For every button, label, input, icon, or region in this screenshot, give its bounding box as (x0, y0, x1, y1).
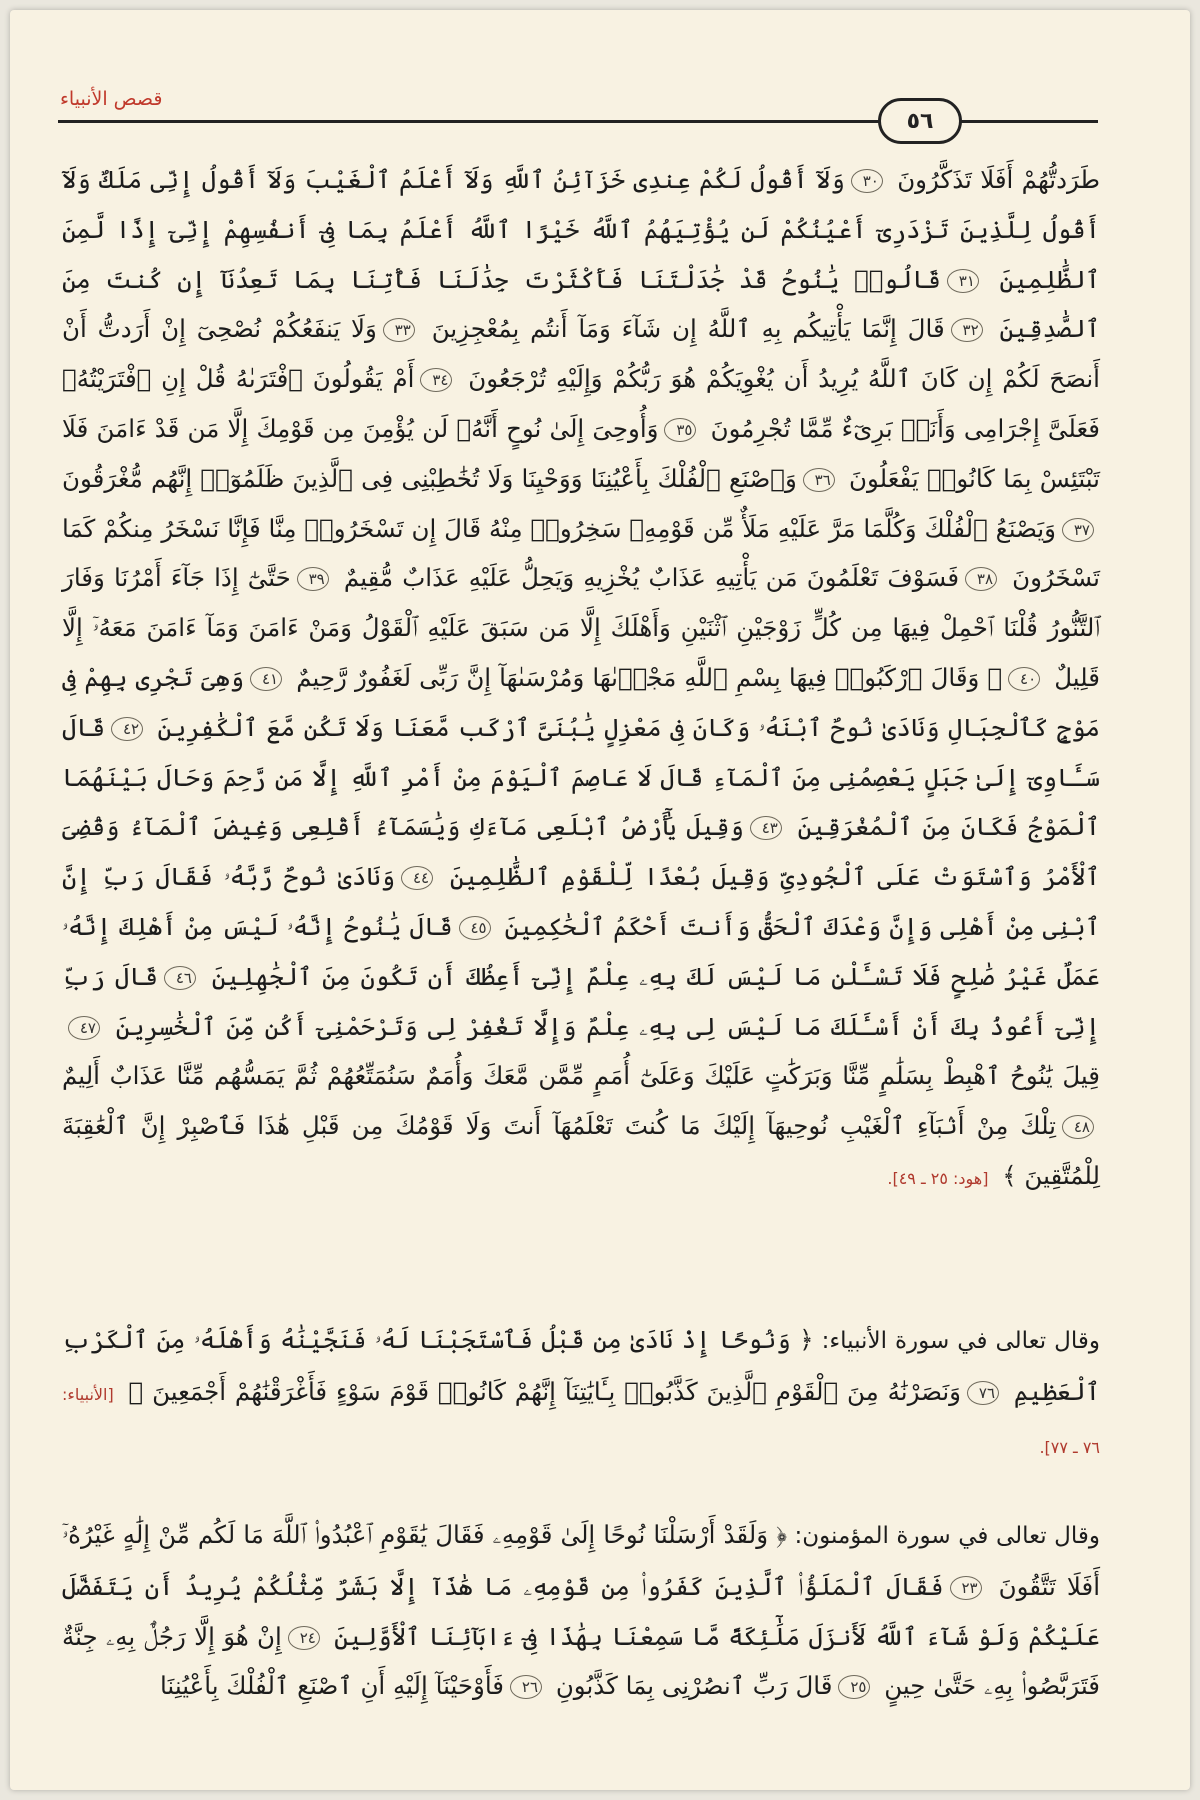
ayah-text: قِيلَ يَٰنُوحُ ٱهْبِطْ بِسَلَٰمٍ مِّنَّا وَبَرَكَٰتٍ عَلَيْكَ وَعَلَىٰٓ أُمَمٍ مِّمَّن مَّعَكَ وَأُمَمٌ سَنُمَتِّعُهُمْ ثُمَّ يَمَسُّهُم مِّنَّا عَذَابٌ أَلِيمٌ (62, 1061, 1100, 1091)
ayah-number-marker: ٤٠ (1008, 667, 1040, 691)
ayah-number-marker: ٤٥ (459, 916, 491, 940)
ayah-number-marker: ٧٦ (967, 1381, 999, 1405)
ayah-text: فَسَوْفَ تَعْلَمُونَ مَن يَأْتِيهِ عَذَابٌ يُخْزِيهِ وَيَحِلُّ عَلَيْهِ عَذَابٌ مُّقِيمٌ (334, 563, 960, 593)
ayah-text: حَتَّىٰٓ إِذَا جَآءَ أَمْرُنَا وَفَارَ ٱلتَّنُّورُ قُلْنَا ٱحْمِلْ فِيهَا مِن كُلٍّ زَوْجَيْنِ ٱثْنَيْنِ وَأَهْلَكَ إِلَّا مَن سَبَقَ عَلَيْهِ ٱلْقَوْلُ وَمَنْ ءَامَنَ وَمَآ ءَامَنَ مَعَهُۥٓ إِلَّا قَلِيلٌ (62, 563, 1100, 692)
ayah-number-marker: ٢٤ (288, 1626, 320, 1650)
book-page (10, 10, 1190, 1790)
ayah-text: قَالُوا۟ يَٰنُوحُ قَدْ جَٰدَلْتَنَا فَأَكْثَرْتَ جِدَٰلَنَا فَأْتِنَا بِمَا تَعِدُنَآ إِن كُنتَ مِنَ ٱلصَّٰدِقِينَ (62, 264, 1100, 344)
ayah-number-marker: ٤١ (250, 667, 282, 691)
ayah-text: وَٱصْنَعِ ٱلْفُلْكَ بِأَعْيُنِنَا وَوَحْيِنَا وَلَا تُخَٰطِبْنِى فِى ٱلَّذِينَ ظَلَمُوٓا۟ إِنَّهُم مُّغْرَقُونَ (62, 463, 797, 493)
ayah-text: ﴿ وَلَقَدْ أَرْسَلْنَا نُوحًا إِلَىٰ قَوْمِهِۦ فَقَالَ يَٰقَوْمِ ٱعْبُدُوا۟ ٱللَّهَ مَا لَكُم مِّنْ إِلَٰهٍ غَيْرُهُۥٓ أَفَلَا تَتَّقُونَ (62, 1520, 1101, 1601)
quran-passage-hud (62, 155, 1100, 1204)
paragraph-anbiya (62, 1315, 1100, 1472)
ayah-number-marker: ٢٥ (838, 1675, 870, 1699)
ayah-text: وَهِىَ تَجْرِى بِهِمْ فِى مَوْجٍ كَٱلْجِبَالِ وَنَادَىٰ نُوحٌ ٱبْنَهُۥ وَكَانَ فِى مَعْزِلٍ يَٰبُنَىَّ ٱرْكَب مَّعَنَا وَلَا تَكُن مَّعَ ٱلْكَٰفِرِينَ (62, 662, 1100, 742)
ayah-number-marker: ٣٣ (383, 318, 415, 342)
ayah-text: طَرَدتُّهُمْ أَفَلَا تَذَكَّرُونَ (888, 165, 1101, 194)
ayah-text: وَأُوحِىَ إِلَىٰ نُوحٍ أَنَّهُۥ لَن يُؤْمِنَ مِن قَوْمِكَ إِلَّا مَن قَدْ ءَامَنَ فَلَا تَبْتَئِسْ بِمَا كَانُوا۟ يَفْعَلُونَ (62, 413, 1100, 493)
ayah-text: فَأَوْحَيْنَآ إِلَيْهِ أَنِ ٱصْنَعِ ٱلْفُلْكَ بِأَعْيُنِنَا (159, 1671, 505, 1701)
ayah-text: قَالَ رَبِّ إِنِّىٓ أَعُوذُ بِكَ أَنْ أَسْـَٔلَكَ مَا لَيْسَ لِى بِهِۦ عِلْمٌ وَإِلَّا تَغْفِرْ لِى وَتَرْحَمْنِىٓ أَكُن مِّنَ ٱلْخَٰسِرِينَ (62, 961, 1100, 1041)
ayah-text: وَلَا يَنفَعُكُمْ نُصْحِىٓ إِنْ أَرَدتُّ أَنْ أَنصَحَ لَكُمْ إِن كَانَ ٱللَّهُ يُرِيدُ أَن يُغْوِيَكُمْ هُوَ رَبُّكُمْ وَإِلَيْهِ تُرْجَعُونَ (62, 314, 1100, 394)
ayah-number-marker: ٢٦ (510, 1675, 542, 1699)
ayah-text: قَالَ إِنَّمَا يَأْتِيكُم بِهِ ٱللَّهُ إِن شَآءَ وَمَآ أَنتُم بِمُعْجِزِينَ (420, 314, 945, 344)
ayah-text: قَالَ رَبِّ ٱنصُرْنِى بِمَا كَذَّبُونِ (548, 1671, 833, 1701)
surah-citation: [هود: ٢٥ ـ ٤٩]. (887, 1168, 989, 1188)
ayah-number-marker: ٤٤ (401, 866, 433, 890)
passage-intro: وقال تعالى في سورة الأنبياء: (813, 1328, 1100, 1354)
ayah-number-marker: ٤٢ (111, 717, 143, 741)
running-title: قصص الأنبياء (60, 88, 163, 110)
ayah-number-marker: ٣٠ (851, 169, 883, 193)
ayah-text: قَالَ يَٰنُوحُ إِنَّهُۥ لَيْسَ مِنْ أَهْلِكَ إِنَّهُۥ عَمَلٌ غَيْرُ صَٰلِحٍ فَلَا تَسْـَٔلْنِ مَا لَيْسَ لَكَ بِهِۦ عِلْمٌ إِنِّىٓ أَعِظُكَ أَن تَكُونَ مِنَ ٱلْجَٰهِلِينَ (62, 911, 1101, 991)
ayah-text: وَنَادَىٰ نُوحٌ رَّبَّهُۥ فَقَالَ رَبِّ إِنَّ ٱبْنِى مِنْ أَهْلِى وَإِنَّ وَعْدَكَ ٱلْحَقُّ وَأَنتَ أَحْكَمُ ٱلْحَٰكِمِينَ (62, 862, 1100, 941)
ayah-text: ﴿ وَنُوحًا إِذْ نَادَىٰ مِن قَبْلُ فَٱسْتَجَبْنَا لَهُۥ فَنَجَّيْنَٰهُ وَأَهْلَهُۥ مِنَ ٱلْكَرْبِ ٱلْعَظِيمِ (62, 1325, 1100, 1406)
quran-passage-muminun (62, 1510, 1100, 1711)
ayah-number-marker: ٣٧ (1062, 518, 1094, 542)
ayah-text: وَنَصَرْنَٰهُ مِنَ ٱلْقَوْمِ ٱلَّذِينَ كَذَّبُوا۟ بِـَٔايَٰتِنَآ إِنَّهُمْ كَانُوا۟ قَوْمَ سَوْءٍ فَأَغْرَقْنَٰهُمْ أَجْمَعِينَ ﴾ (119, 1376, 962, 1406)
ayah-number-marker: ٣١ (947, 269, 979, 293)
paragraph-muminun (62, 1510, 1100, 1711)
ayah-text: وَلَآ أَقُولُ لَكُمْ عِندِى خَزَآئِنُ ٱللَّهِ وَلَآ أَعْلَمُ ٱلْغَيْبَ وَلَآ أَقُولُ إِنِّى مَلَكٌ وَلَآ أَقُولُ لِلَّذِينَ تَزْدَرِىٓ أَعْيُنُكُمْ لَن يُؤْتِيَهُمُ ٱللَّهُ خَيْرًا ٱللَّهُ أَعْلَمُ بِمَا فِىٓ أَنفُسِهِمْ إِنِّىٓ إِذًا لَّمِنَ ٱلظَّٰلِمِينَ (62, 165, 1100, 294)
ayah-number-marker: ٢٣ (950, 1576, 982, 1600)
ayah-number-marker: ٤٨ (1062, 1115, 1094, 1139)
ayah-text: قَالَ سَـَٔاوِىٓ إِلَىٰ جَبَلٍ يَعْصِمُنِى مِنَ ٱلْمَآءِ قَالَ لَا عَاصِمَ ٱلْيَوْمَ مِنْ أَمْرِ ٱللَّهِ إِلَّا مَن رَّحِمَ وَحَالَ بَيْنَهُمَا ٱلْمَوْجُ فَكَانَ مِنَ ٱلْمُغْرَقِينَ (62, 712, 1101, 842)
ayah-number-marker: ٤٣ (750, 816, 782, 840)
passage-intro: وقال تعالى في سورة المؤمنون: (786, 1523, 1100, 1549)
ayah-text: وَقِيلَ يَٰٓأَرْضُ ٱبْلَعِى مَآءَكِ وَيَٰسَمَآءُ أَقْلِعِى وَغِيضَ ٱلْمَآءُ وَقُضِىَ ٱلْأَمْرُ وَٱسْتَوَتْ عَلَى ٱلْجُودِىِّ وَقِيلَ بُعْدًا لِّلْقَوْمِ ٱلظَّٰلِمِينَ (62, 812, 1100, 892)
surah-citation: [الأنبياء: ٧٦ ـ ٧٧]. (62, 1384, 1100, 1457)
ayah-number-marker: ٣٤ (420, 368, 452, 392)
ayah-number-marker: ٣٥ (664, 418, 696, 442)
quran-passage-anbiya (62, 1315, 1100, 1472)
ayah-number-marker: ٣٩ (297, 567, 329, 591)
ayah-text: فَقَالَ ٱلْمَلَؤُا۟ ٱلَّذِينَ كَفَرُوا۟ مِن قَوْمِهِۦ مَا هَٰذَآ إِلَّا بَشَرٌ مِّثْلُكُمْ يُرِيدُ أَن يَتَفَضَّلَ عَلَيْكُمْ وَلَوْ شَآءَ ٱللَّهُ لَأَنزَلَ مَلَٰٓئِكَةً مَّا سَمِعْنَا بِهَٰذَا فِىٓ ءَابَآئِنَا ٱلْأَوَّلِينَ (62, 1571, 1100, 1651)
page-number: ٥٦ (878, 98, 962, 144)
ayah-number-marker: ٣٨ (965, 567, 997, 591)
ayah-text: ۞ وَقَالَ ٱرْكَبُوا۟ فِيهَا بِسْمِ ٱللَّهِ مَجْر۪ىٰهَا وَمُرْسَىٰهَآ إِنَّ رَبِّى لَغَفُورٌ رَّحِيمٌ (288, 662, 1003, 692)
ayah-number-marker: ٤٧ (68, 1016, 100, 1040)
ayah-number-marker: ٣٦ (803, 468, 835, 492)
ayah-text: وَيَصْنَعُ ٱلْفُلْكَ وَكُلَّمَا مَرَّ عَلَيْهِ مَلَأٌ مِّن قَوْمِهِۦ سَخِرُوا۟ مِنْهُ قَالَ إِن تَسْخَرُوا۟ مِنَّا فَإِنَّا نَسْخَرُ مِنكُمْ كَمَا تَسْخَرُونَ (62, 513, 1101, 593)
ayah-text: تِلْكَ مِنْ أَنۢبَآءِ ٱلْغَيْبِ نُوحِيهَآ إِلَيْكَ مَا كُنتَ تَعْلَمُهَآ أَنتَ وَلَا قَوْمُكَ مِن قَبْلِ هَٰذَا فَٱصْبِرْ إِنَّ ٱلْعَٰقِبَةَ لِلْمُتَّقِينَ ﴾ (62, 1111, 1100, 1190)
ayah-text: أَمْ يَقُولُونَ ٱفْتَرَىٰهُ قُلْ إِنِ ٱفْتَرَيْتُهُۥ فَعَلَىَّ إِجْرَامِى وَأَنَا۠ بَرِىٓءٌ مِّمَّا تُجْرِمُونَ (62, 364, 1100, 443)
ayah-number-marker: ٣٢ (951, 318, 983, 342)
ayah-number-marker: ٤٦ (164, 966, 196, 990)
ayah-text: إِنْ هُوَ إِلَّا رَجُلٌۢ بِهِۦ جِنَّةٌ فَتَرَبَّصُوا۟ بِهِۦ حَتَّىٰ حِينٍ (62, 1621, 1100, 1701)
